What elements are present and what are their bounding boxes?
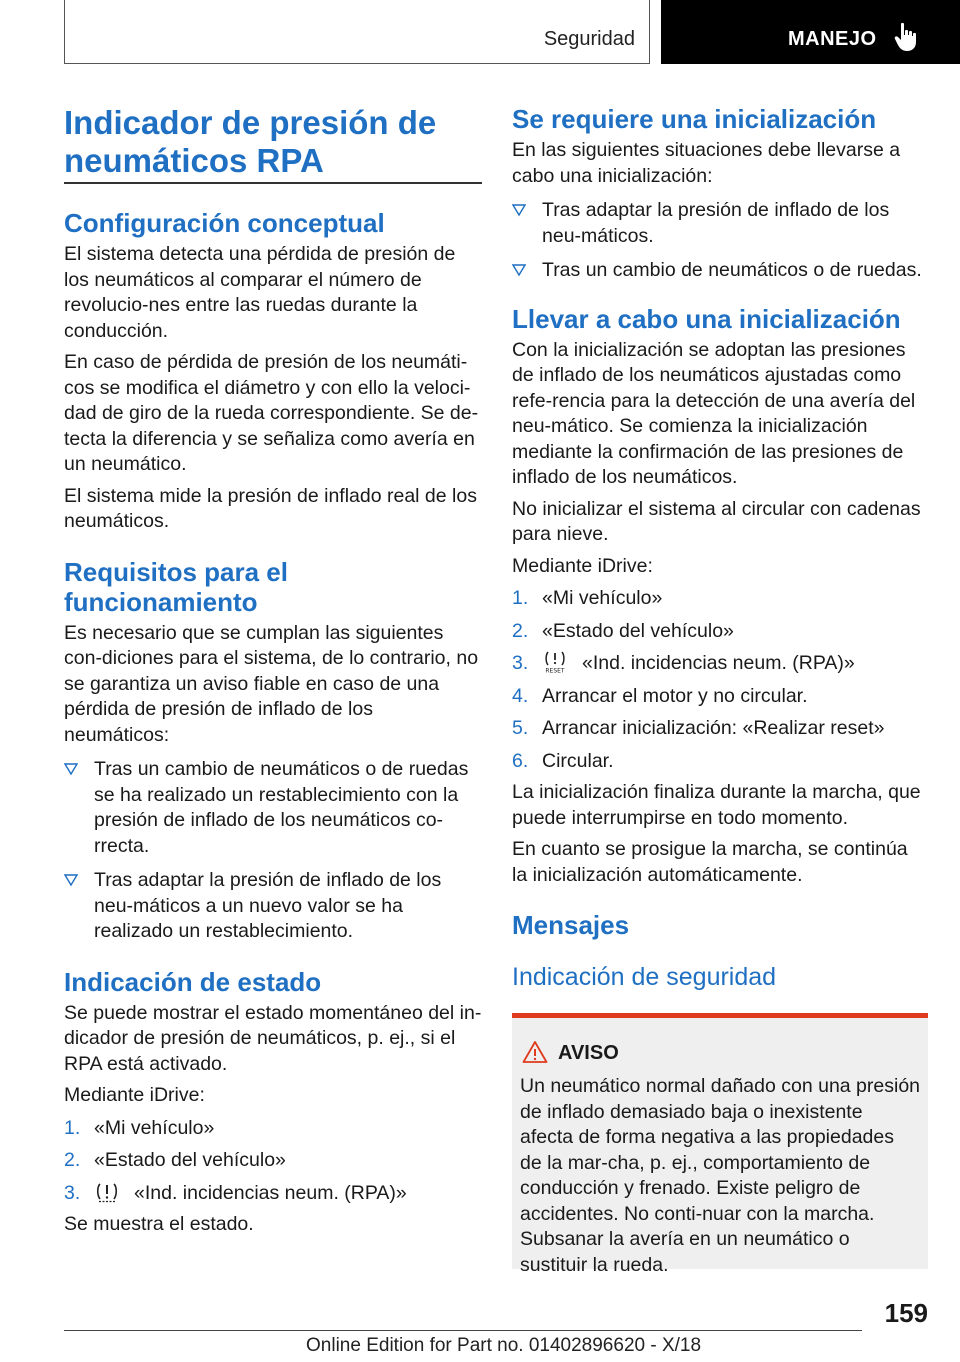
concept-p1: El sistema detecta una pérdida de presión de los neumáticos al comparar el número de revolucio-nes entre las ruedas durante la conducción. [64,243,456,342]
warning-box [512,1013,928,1276]
perform-step-text: Arrancar el motor y no circular. [542,684,808,707]
tire-pressure-icon [94,1181,120,1203]
required-item-text: Tras un cambio de neumáticos o de ruedas. [542,259,922,281]
status-step: 1. «Mi vehículo» [64,1116,215,1139]
concept-p2: En caso de pérdida de presión de los neumáti-cos se modifica el diámetro y con ello la veloci-dad de giro de la rueda correspondiente. Se de-tecta la diferencia y se señaliza como avería en un neumático. [64,351,479,475]
footer-rule [64,1330,862,1331]
status-step: 2. «Estado del vehículo» [64,1149,286,1171]
perform-step: 5. Arrancar inicialización: «Realizar reset» [512,717,885,739]
perform-p1: Con la inicialización se adoptan las presiones de inflado de los neumáticos ajustadas como refe-rencia para la detección de una avería del neu-mático. Se comienza la inicialización mediante la confirmación de las presiones de inflado de los neumáticos. [512,338,916,488]
footer-edition: Online Edition for Part no. 01402896620 - X/18 [306,1335,702,1356]
bullet-triangle-icon [64,762,78,776]
header-chapter-label: MANEJO [788,28,877,50]
concept-heading: Configuración conceptual [64,208,385,238]
status-step-text: «Ind. incidencias neum. (RPA)» [134,1181,407,1204]
bullet-triangle-icon [512,203,526,217]
warning-title: AVISO [558,1042,619,1064]
perform-step: 6. Circular. [512,749,614,772]
required-heading: Se requiere una inicialización [512,104,877,134]
title-rule [64,182,482,184]
requirements-item-text: Tras adaptar la presión de inflado de los neu-máticos a un nuevo valor se ha realizado un restablecimiento. [94,869,442,942]
perform-via: Mediante iDrive: [512,554,653,577]
status-heading: Indicación de estado [64,966,322,997]
status-intro: Se puede mostrar el estado momentáneo del in-dicador de presión de neumáticos, p. ej., si el RPA está activado. [64,1001,482,1075]
header-section-title: Seguridad [543,28,635,50]
bullet-triangle-icon [512,263,526,277]
tire-reset-icon [542,651,568,673]
perform-p4: En cuanto se prosigue la marcha, se continúa la inicialización automáticamente. [512,838,908,886]
perform-step: 4. Arrancar el motor y no circular. [512,684,808,707]
requirements-item-text: Tras un cambio de neumáticos o de ruedas se ha realizado un restablecimiento con la presión de inflado de los neumáticos co-rrecta. [94,758,469,857]
header-section-box [64,0,650,64]
perform-step-text: «Estado del vehículo» [542,619,734,642]
perform-p2: No inicializar el sistema al circular con cadenas para nieve. [512,497,921,545]
warning-triangle-icon [522,1040,548,1064]
perform-step: 1. «Mi vehículo» [512,587,663,609]
required-item-text: Tras adaptar la presión de inflado de los neu-máticos. [542,199,890,247]
perform-step-text: «Ind. incidencias neum. (RPA)» [582,652,855,674]
bullet-triangle-icon [64,873,78,887]
required-item [512,198,928,249]
perform-step: 2. «Estado del vehículo» [512,619,734,642]
header-chapter-tab [661,0,960,64]
requirements-intro: Es necesario que se cumplan las siguientes con-diciones para el sistema, de lo contrario, no se garantiza un aviso fiable en caso de una pérdida de presión de inflado de los neumáticos: [64,621,479,746]
page-title: Indicador de presión de neumáticos RPA [64,104,437,179]
warning-text: Un neumático normal dañado con una presión de inflado demasiado baja o inexistente afecta de forma negativa a las propiedades de la mar-cha, p. ej., comportamiento de conducción y frenado. Existe peligro de accidentes. No conti-nuar con la marcha. Subsanar la avería en un neumático o sustituir la rueda. [520,1075,921,1276]
hand-pointer-icon [893,22,919,52]
requirements-item [64,868,482,945]
required-intro: En las siguientes situaciones debe llevarse a cabo una inicialización: [512,139,901,187]
requirements-heading: Requisitos para el funcionamiento [64,556,288,617]
required-item [512,258,928,284]
messages-heading: Mensajes [512,910,630,940]
perform-step-text: Arrancar inicialización: «Realizar reset» [542,717,885,739]
right-column [512,104,928,992]
perform-step-text: Circular. [542,749,614,772]
status-outro: Se muestra el estado. [64,1213,254,1235]
status-step: 3. «Ind. incidencias neum. (RPA)» [64,1181,407,1204]
perform-p3: La inicialización finaliza durante la marcha, que puede interrumpirse en todo momento. [512,781,921,829]
perform-step-text: «Mi vehículo» [542,587,663,609]
requirements-item [64,757,482,859]
page-number: 159 [884,1298,928,1328]
status-step-text: «Mi vehículo» [94,1116,215,1139]
svg-text:RESET: RESET [545,667,565,673]
perform-step: 3. RESET «Ind. incidencias neum. (RPA)» [512,652,855,674]
safety-subheading: Indicación de seguridad [512,963,777,991]
left-column [64,208,482,1238]
perform-heading: Llevar a cabo una inicialización [512,303,901,334]
status-step-text: «Estado del vehículo» [94,1149,286,1171]
concept-p3: El sistema mide la presión de inflado real de los neumáticos. [64,484,477,532]
status-via: Mediante iDrive: [64,1084,205,1106]
